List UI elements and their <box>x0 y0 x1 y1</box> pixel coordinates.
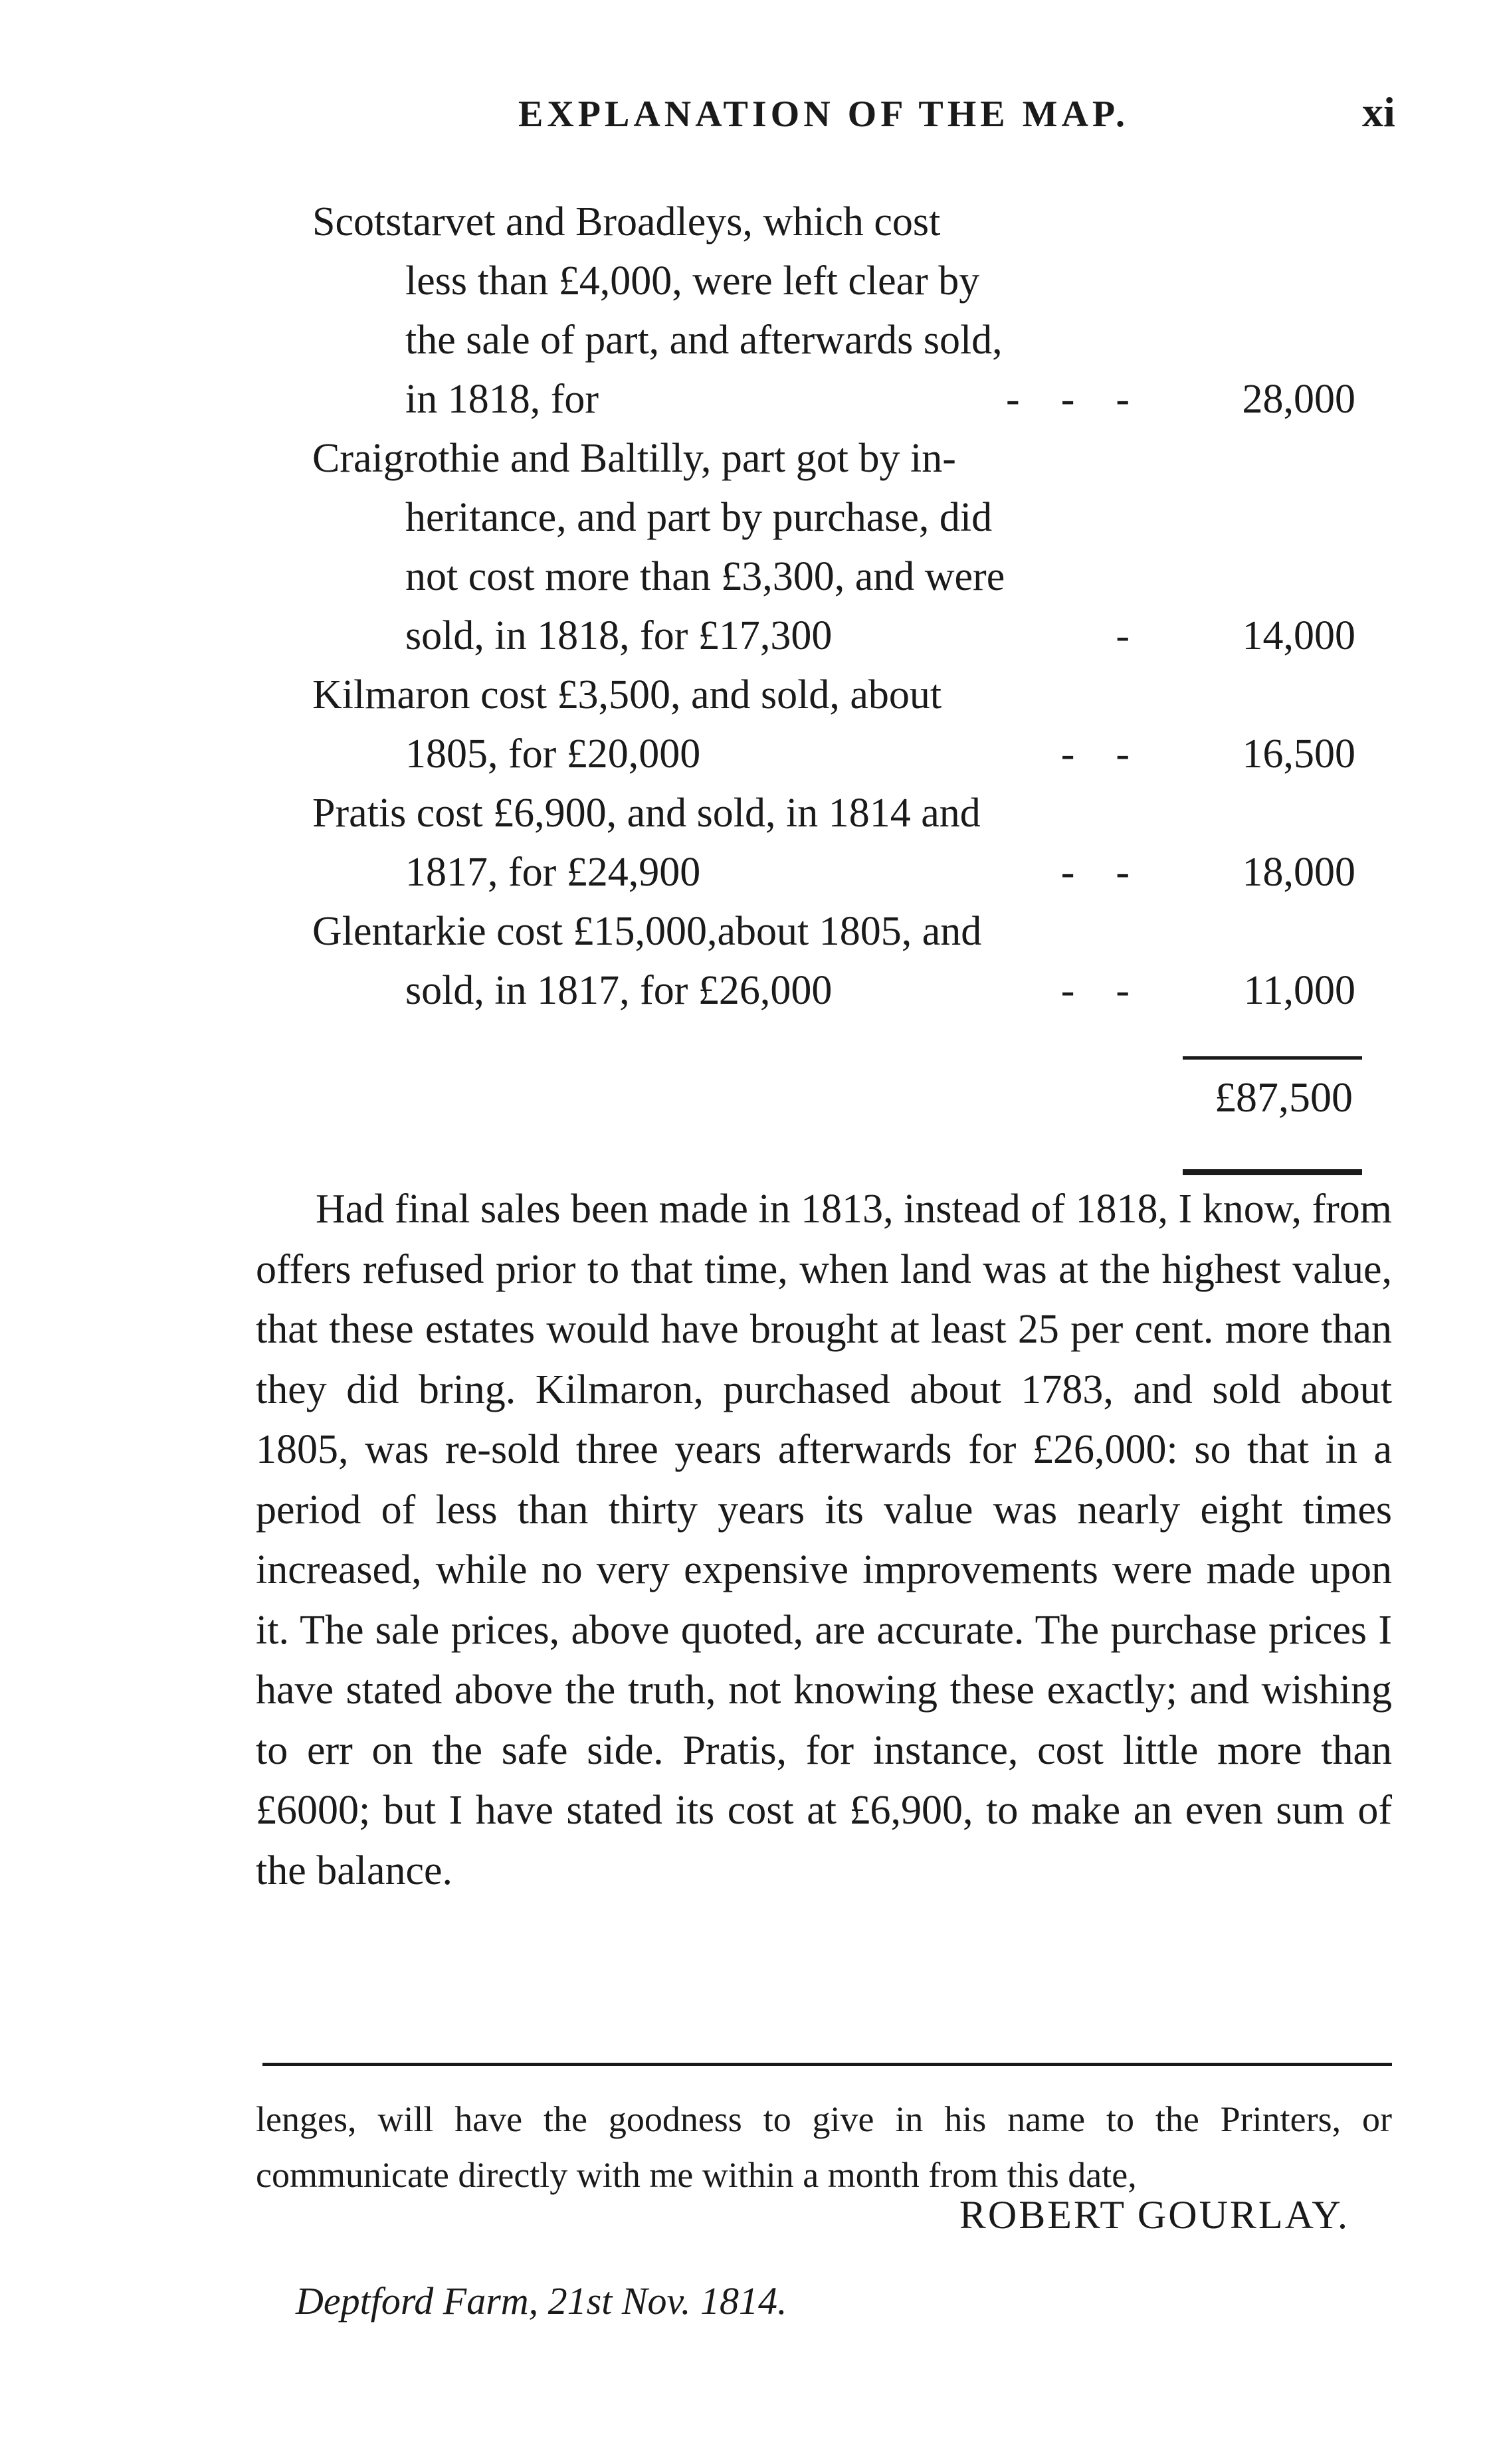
entry-line-text: less than £4,000, were left clear by <box>405 258 980 304</box>
total-rule-top <box>1183 1056 1362 1060</box>
estate-entry <box>312 666 1369 784</box>
entry-line <box>312 547 1369 607</box>
leader-dashes: - - <box>1060 968 1130 1013</box>
entry-line <box>312 488 1369 547</box>
entry-line <box>312 961 1369 1020</box>
entry-line-text: the sale of part, and afterwards sold, <box>405 318 1003 363</box>
signature: ROBERT GOURLAY. <box>959 2193 1349 2237</box>
estate-entry <box>312 902 1369 1020</box>
entry-line <box>312 607 1369 666</box>
entry-line-text: Glentarkie cost £15,000,about 1805, and <box>312 909 982 954</box>
entry-amount: 18,000 <box>1242 850 1355 895</box>
estate-entry <box>312 193 1369 429</box>
total-rule-bottom <box>1183 1169 1362 1175</box>
entry-line-text: heritance, and part by purchase, did <box>405 495 993 540</box>
entry-line-text: 1805, for £20,000 <box>405 731 701 777</box>
entry-line-text: Scotstarvet and Broadleys, which cost <box>312 199 941 244</box>
entry-line-text: 1817, for £24,900 <box>405 850 701 895</box>
entry-line <box>312 429 1369 488</box>
entry-line <box>312 902 1369 961</box>
entry-amount: 11,000 <box>1243 968 1355 1013</box>
entry-line <box>312 370 1369 429</box>
page-number: xi <box>1362 88 1395 136</box>
entry-line-text: Pratis cost £6,900, and sold, in 1814 and <box>312 791 981 836</box>
entry-line-text: Craigrothie and Baltilly, part got by in- <box>312 436 956 481</box>
dateline: Deptford Farm, 21st Nov. 1814. <box>296 2279 787 2322</box>
leader-dashes: - - <box>1060 731 1130 777</box>
entry-line-text: in 1818, for <box>405 377 599 422</box>
entry-line <box>312 252 1369 311</box>
running-head: EXPLANATION OF THE MAP. <box>518 94 1129 135</box>
entry-line <box>312 725 1369 784</box>
entry-line-text: Kilmaron cost £3,500, and sold, about <box>312 672 942 717</box>
entry-line <box>312 666 1369 725</box>
entry-line-text: sold, in 1818, for £17,300 <box>405 613 833 658</box>
estate-entry <box>312 784 1369 902</box>
entry-line <box>312 311 1369 370</box>
leader-dashes: - - <box>1060 850 1130 895</box>
entry-line-text: not cost more than £3,300, and were <box>405 554 1005 599</box>
total-amount: £87,500 <box>1215 1074 1353 1121</box>
entry-line <box>312 193 1369 252</box>
entry-amount: 28,000 <box>1242 377 1355 422</box>
footnote-rule <box>262 2063 1392 2066</box>
body-paragraph: Had final sales been made in 1813, instead of 1818, I know, from offers refused prior to that time, when land was at the highest value, that these estates would have brought at least 25 per cent. more than they did bring. Kilmaron, purchased about 1783, and sold about 1805, was re-sold three years afterwards for £26,000: so that in a period of less than thirty years its value was nearly eight times increased, while no very expensive improvements were made upon it. The sale prices, above quoted, are accurate. The purchase prices I have stated above the truth, not knowing these exactly; and wishing to err on the safe side. Pratis, for instance, cost little more than £6000; but I have stated its cost at £6,900, to make an even sum of the balance. <box>256 1186 1392 1893</box>
footnote-text: lenges, will have the goodness to give in his name to the Printers, or communicate directly with me within a month from this date, <box>256 2099 1392 2195</box>
entry-line <box>312 784 1369 843</box>
estate-entry <box>312 429 1369 666</box>
entry-line <box>312 843 1369 902</box>
entry-amount: 14,000 <box>1242 613 1355 658</box>
entry-line-text: sold, in 1817, for £26,000 <box>405 968 833 1013</box>
estate-sales-list <box>312 193 1369 1020</box>
entry-amount: 16,500 <box>1242 731 1355 777</box>
leader-dashes: - - - <box>1006 377 1130 422</box>
leader-dashes: - <box>1116 613 1130 658</box>
